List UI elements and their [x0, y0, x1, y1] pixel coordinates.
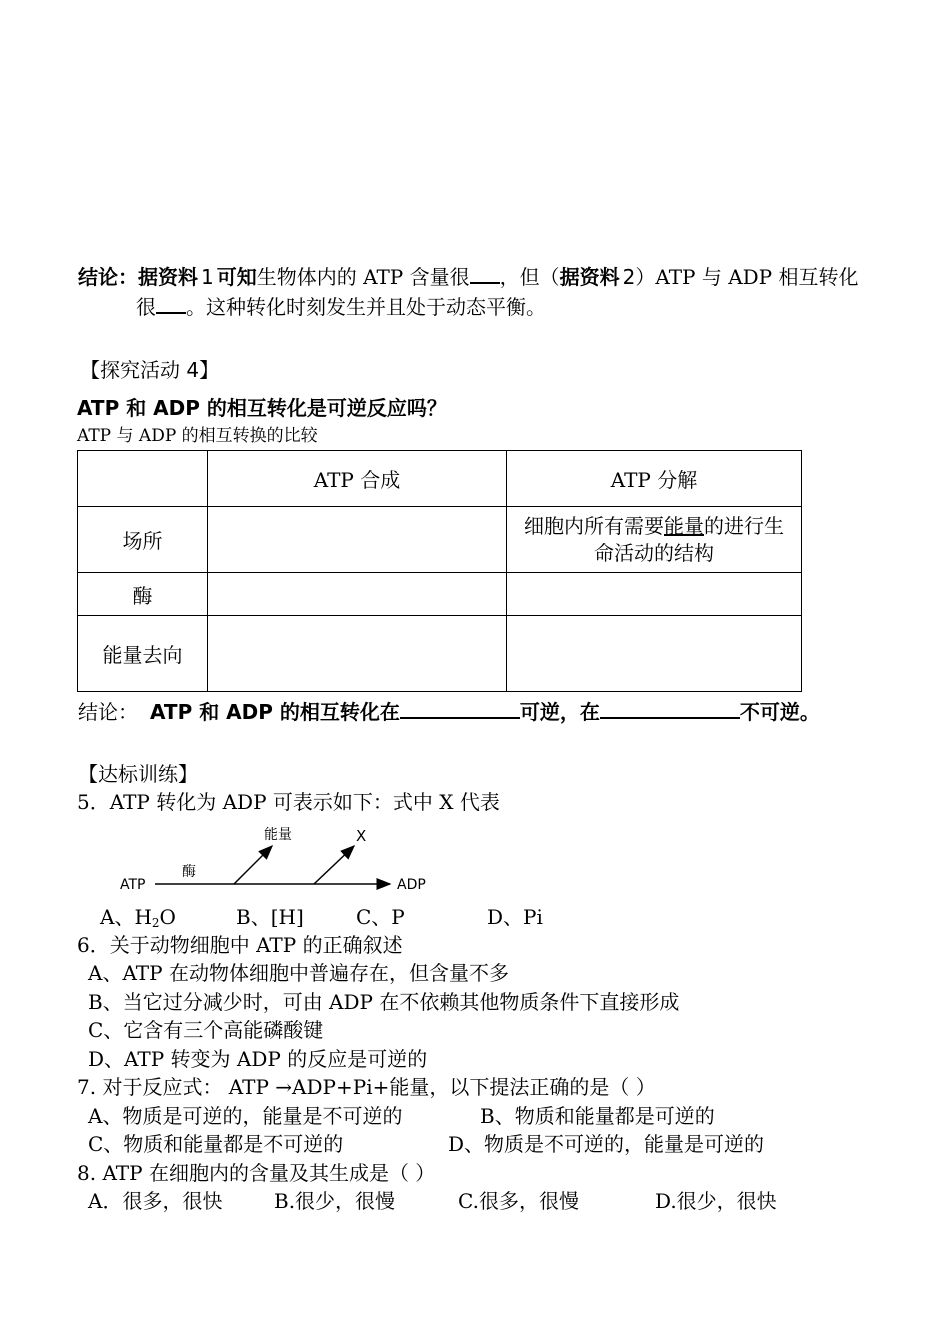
question-7-option-a[interactable]: A、物质是可逆的，能量是不可逆的: [88, 1104, 403, 1128]
question-8-stem: 8. ATP 在细胞内的含量及其生成是（ ）: [77, 1161, 436, 1185]
table-header-cell: [78, 451, 208, 507]
row-label-energy: 能量去向: [78, 616, 208, 692]
conclusion-text-a: 生物体内的 ATP 含量很: [256, 265, 470, 289]
conclusion-2: 结论： ATP 和 ADP 的相互转化在 可逆，在 不可逆。: [78, 697, 820, 726]
diagram-atp-label: ATP: [120, 877, 146, 893]
fill-blank-speed[interactable]: [156, 292, 186, 314]
x-arrow: [314, 846, 354, 884]
question-5-stem: 5．ATP 转化为 ADP 可表示如下：式中 X 代表: [77, 790, 500, 814]
question-8-option-d[interactable]: D.很少，很快: [655, 1189, 777, 1213]
table-row: [78, 616, 802, 692]
question-6-option-a[interactable]: A、ATP 在动物体细胞中普遍存在，但含量不多: [88, 961, 509, 985]
cell-synthesis-enzyme[interactable]: [208, 573, 507, 616]
question-7-option-b[interactable]: B、物质和能量都是可逆的: [480, 1104, 715, 1128]
diagram-energy-label: 能量: [264, 827, 292, 843]
cell-decomposition-location: 细胞内所有需要能量的进行生 命活动的结构: [507, 507, 802, 573]
conclusion-line-2: 很 。这种转化时刻发生并且处于动态平衡。: [136, 292, 546, 321]
question-6-option-b[interactable]: B、当它过分减少时，可由 ADP 在不依赖其他物质条件下直接形成: [88, 990, 680, 1014]
cell-synthesis-location[interactable]: [208, 507, 507, 573]
table-row: [78, 507, 802, 573]
source-ref-2: 据资料 2: [559, 265, 636, 289]
row-label-location: 场所: [78, 507, 208, 573]
source-ref-1: 据资料 1 可知: [138, 265, 257, 289]
question-5-option-a[interactable]: A、$H_2O$: [100, 905, 176, 930]
table-row: [78, 573, 802, 616]
reaction-diagram: [110, 822, 450, 902]
question-5-option-d[interactable]: D、Pi: [487, 905, 543, 929]
fill-blank-reversible[interactable]: [400, 697, 520, 719]
conclusion-label: 结论：: [78, 265, 138, 289]
cell-decomposition-energy[interactable]: [507, 616, 802, 692]
diagram-enzyme-label: 酶: [182, 864, 196, 880]
training-heading: 【达标训练】: [78, 762, 198, 786]
diagram-x-label: X: [356, 827, 367, 845]
conclusion-text-c: ）ATP 与 ADP 相互转化: [635, 265, 859, 289]
activity-question: ATP 和 ADP 的相互转化是可逆反应吗？: [77, 396, 447, 420]
question-8-option-b[interactable]: B.很少，很慢: [274, 1189, 396, 1213]
cell-decomposition-enzyme[interactable]: [507, 573, 802, 616]
table-header-row: [78, 451, 802, 507]
diagram-adp-label: ADP: [397, 877, 426, 893]
comparison-table: [77, 450, 802, 692]
energy-arrow: [234, 846, 272, 884]
question-5-option-b[interactable]: B、[H]: [236, 905, 304, 929]
question-6-stem: 6．关于动物细胞中 ATP 的正确叙述: [77, 933, 403, 957]
table-header-cell: ATP 合成: [208, 451, 507, 507]
conclusion-line-1: 结论：据资料 1 可知生物体内的 ATP 含量很 ，但（据资料 2）ATP 与 ADP 相互转化: [78, 262, 859, 291]
fill-blank-content[interactable]: [470, 262, 500, 284]
table-caption: ATP 与 ADP 的相互转换的比较: [77, 426, 318, 446]
question-8-option-a[interactable]: A．很多，很快: [88, 1189, 223, 1213]
question-7-option-d[interactable]: D、物质是不可逆的，能量是可逆的: [448, 1132, 765, 1156]
activity-heading: 【探究活动 4】: [80, 358, 220, 382]
question-7-option-c[interactable]: C、物质和能量都是不可逆的: [88, 1132, 344, 1156]
question-8-option-c[interactable]: C.很多，很慢: [458, 1189, 579, 1213]
question-5-option-c[interactable]: C、P: [356, 905, 405, 929]
table-header-cell: ATP 分解: [507, 451, 802, 507]
question-6-option-c[interactable]: C、它含有三个高能磷酸键: [88, 1018, 324, 1042]
row-label-enzyme: 酶: [78, 573, 208, 616]
fill-blank-irreversible[interactable]: [600, 697, 740, 719]
question-6-option-d[interactable]: D、ATP 转变为 ADP 的反应是可逆的: [88, 1047, 428, 1071]
question-7-stem: 7. 对于反应式： ATP →ADP+Pi+能量，以下提法正确的是（ ）: [77, 1075, 656, 1099]
cell-synthesis-energy[interactable]: [208, 616, 507, 692]
